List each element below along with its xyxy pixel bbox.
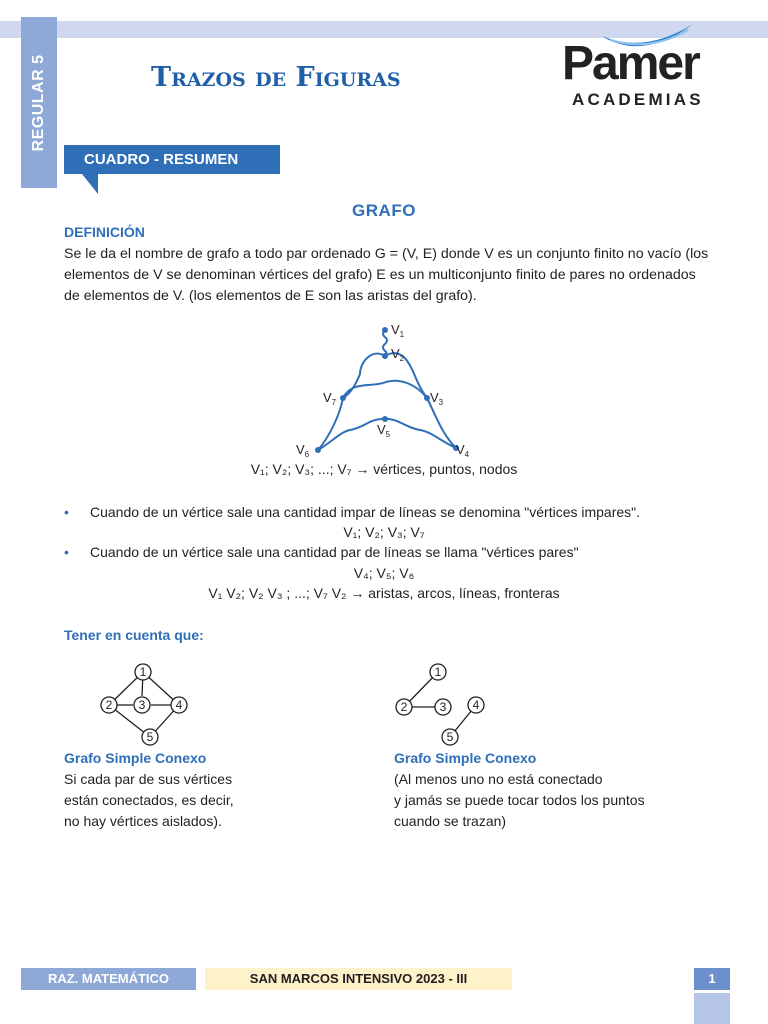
caption-line: están conectados, es decir, — [64, 792, 234, 808]
section-tab: CUADRO - RESUMEN — [64, 145, 280, 174]
edges-legend — [0, 585, 768, 601]
note-label: Tener en cuenta que: — [64, 627, 204, 643]
vertex-v6 — [315, 447, 321, 453]
vertex-v2 — [382, 353, 388, 359]
definition-label: DEFINICIÓN — [64, 224, 145, 240]
edge-v1-v2 — [383, 330, 387, 356]
node-label: 2 — [105, 698, 113, 712]
node-label: 1 — [139, 665, 147, 679]
bullet-text: Cuando de un vértice sale una cantidad par de líneas se llama "vértices pares" — [90, 544, 579, 560]
definition-text: Se le da el nombre de grafo a todo par ordenado G = (V, E) donde V es un conjunto finito no vacío (los elementos de V se denominan vértices del grafo) E es un multiconjunto finito de pares no ordenados de elementos de V. (los elementos de E son las aristas del grafo). — [64, 246, 709, 304]
side-tab — [21, 17, 57, 188]
vertex-label-v2: $V_2$ — [391, 346, 405, 363]
even-vertices-example: V₄; V₅; V₆ — [353, 565, 415, 581]
bullet-even-vertices — [64, 544, 579, 560]
vertex-v7 — [340, 395, 346, 401]
edges-text: aristas, arcos, líneas, fronteras — [368, 585, 560, 601]
graph-connected — [95, 660, 205, 750]
vertex-legend-text: vértices, puntos, nodos — [373, 461, 518, 477]
caption-line: no hay vértices aislados). — [64, 813, 222, 829]
footer-course: SAN MARCOS INTENSIVO 2023 - III — [205, 968, 512, 990]
bullet-odd-vertices — [64, 504, 640, 520]
graph-disconnected — [390, 660, 500, 750]
caption-title: Grafo Simple Conexo — [394, 750, 537, 766]
caption-line: Si cada par de sus vértices — [64, 771, 233, 787]
edges-list: V₁ V₂; V₂ V₃ ; ...; V₇ V₂ — [208, 585, 347, 601]
bullet-icon: • — [64, 544, 69, 560]
node-label: 2 — [400, 700, 408, 714]
vertex-legend — [0, 461, 768, 477]
vertex-label-v6: $V_6$ — [296, 442, 310, 459]
section-tab-pointer — [82, 174, 98, 194]
node-label: 3 — [138, 698, 146, 712]
caption-disconnected — [394, 748, 645, 832]
odd-vertices-example: V₁; V₂; V₃; V₇ — [343, 524, 425, 540]
footer-strip — [694, 993, 730, 1024]
vertex-v1 — [382, 327, 388, 333]
vertex-label-v5: $V_5$ — [377, 422, 391, 439]
arrow-icon: → — [355, 461, 370, 477]
node-label: 4 — [175, 698, 183, 712]
vertex-label-v1: $V_1$ — [391, 322, 405, 339]
logo-subtitle: ACADEMIAS — [572, 90, 704, 109]
node-label: 4 — [472, 698, 480, 712]
page-title: Trazos de Figuras — [151, 62, 401, 93]
vertex-label-v4: $V_4$ — [456, 442, 470, 459]
vertex-label-v3: $V_3$ — [430, 390, 444, 407]
node-label: 3 — [439, 700, 447, 714]
arrow-icon: → — [350, 585, 365, 601]
page-number: 1 — [694, 968, 730, 990]
node-label: 5 — [146, 730, 154, 744]
node-label: 5 — [446, 730, 454, 744]
caption-line: cuando se trazan) — [394, 813, 507, 829]
bullet-icon: • — [64, 504, 69, 520]
caption-title: Grafo Simple Conexo — [64, 750, 207, 766]
logo-wordmark: Pamer — [562, 37, 699, 90]
caption-connected — [64, 748, 234, 832]
footer-subject: RAZ. MATEMÁTICO — [21, 968, 196, 990]
vertex-label-v7: $V_7$ — [323, 390, 337, 407]
bullet-text: Cuando de un vértice sale una cantidad impar de líneas se denomina "vértices impares". — [90, 504, 641, 520]
caption-line: (Al menos uno no está conectado — [394, 771, 603, 787]
side-tab-label: REGULAR 5 — [30, 54, 47, 151]
section-heading: GRAFO — [352, 201, 416, 220]
caption-line: y jamás se puede tocar todos los puntos — [394, 792, 645, 808]
node-label: 1 — [434, 665, 442, 679]
vertex-legend-list: V₁; V₂; V₃; ...; V₇ — [250, 461, 352, 477]
main-graph — [290, 318, 480, 463]
